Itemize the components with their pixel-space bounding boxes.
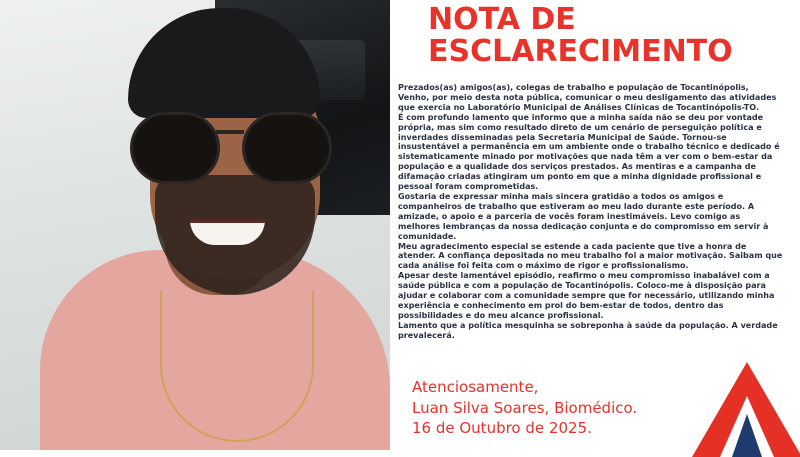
paragraph: É com profundo lamento que informo que a minha saída não se deu por vontade própria, mas sim como resultado direto de um cenário de perseguição política e inverdades disseminadas pela Secretaria Municipal de Saúde. Tornou-se insustentável a permanência em um ambiente onde o trabalho técnico e dedicado é sistematicamente minado por motivações que nada têm a ver com o bem-estar da população e a qualidade dos serviços prestados. As mentiras e a campanha de difamação criadas atingiram um ponto em que a minha dignidade profissional e pessoal foram comprometidas.: [398, 112, 780, 192]
signature-block: [412, 377, 637, 439]
title-line-2: ESCLARECIMENTO: [428, 34, 733, 69]
paragraph: Lamento que a política mesquinha se sobreponha à saúde da população. A verdade prevalecerá.: [398, 320, 778, 340]
paragraph: Venho, por meio desta nota pública, comunicar o meu desligamento das atividades que exercia no Laboratório Municipal de Análises Clínicas de Tocantinópolis-TO.: [398, 92, 777, 112]
title-line-1: NOTA DE: [428, 2, 576, 37]
sunglasses: [130, 112, 330, 182]
necklace: [160, 290, 314, 442]
warning-triangle-logo-icon: [692, 362, 800, 457]
left-lens: [130, 112, 220, 184]
author-photo: [0, 0, 390, 450]
date: 16 de Outubro de 2025.: [412, 419, 592, 437]
author-name: Luan Silva Soares, Biomédico.: [412, 398, 638, 417]
paragraph: Apesar deste lamentável episódio, reafirmo o meu compromisso inabalável com a saúde pública e com a população de Tocantinópolis. Coloco-me à disposição para ajudar e colaborar com a comunidade sempre que for necessário, utilizando minha experiência e conhecimento em prol do bem-estar de todos, dentro das possibilidades e do meu alcance profissional.: [398, 271, 775, 320]
paragraph: Prezados(as) amigos(as), colegas de trabalho e população de Tocantinópolis,: [398, 83, 749, 92]
right-lens: [242, 112, 332, 184]
closing: Atenciosamente,: [412, 378, 539, 396]
glasses-bridge: [216, 130, 244, 134]
paragraph: Gostaria de expressar minha mais sincera gratidão a todos os amigos e companheiros de trabalho que estiveram ao meu lado durante este período. A amizade, o apoio e a parceria de vocês foram inestimáveis. Levo comigo as melhores lembranças da nossa dedicação conjunta e do compromisso em servir à comunidade.: [398, 191, 769, 241]
page-title: [428, 4, 733, 68]
paragraph: Meu agradecimento especial se estende a cada paciente que tive a honra de atender. A confiança depositada no meu trabalho foi a maior motivação. Saibam que cada análise foi feita com o máximo de rigor e profissionalismo.: [398, 241, 783, 271]
statement-body: [398, 83, 784, 341]
